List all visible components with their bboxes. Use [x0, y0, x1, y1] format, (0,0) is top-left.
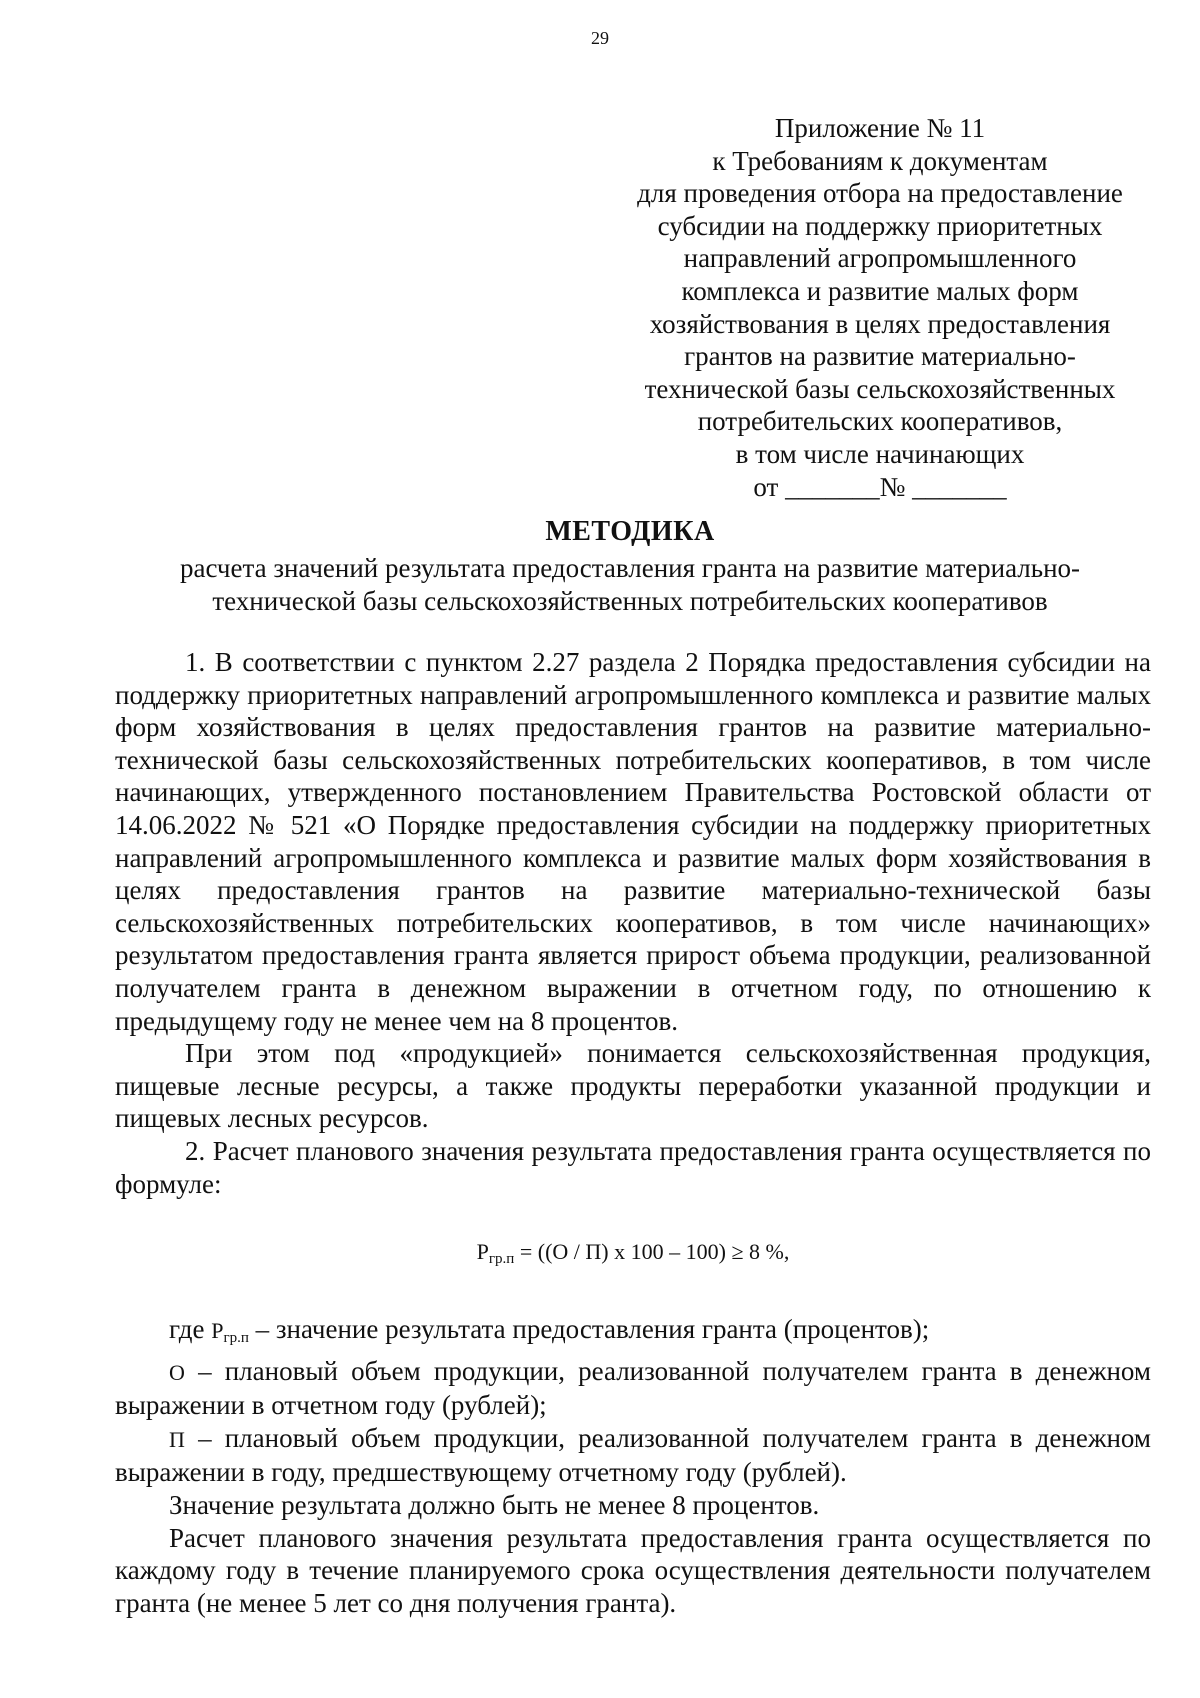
legend-p-text: – плановый объем продукции, реализованной получателем гранта в денежном выражении в году, предшествующему отчетному году (рублей).	[115, 1422, 1151, 1488]
paragraph-3: 2. Расчет планового значения результата предоставления гранта осуществляется по формуле:	[115, 1135, 1151, 1199]
legend-r	[115, 1313, 1151, 1355]
formula	[115, 1238, 1151, 1273]
legend-p	[115, 1422, 1151, 1489]
appendix-line: Приложение № 11	[774, 113, 986, 143]
appendix-line: субсидии на поддержку приоритетных	[657, 210, 1103, 241]
appendix-line: в том числе начинающих	[735, 438, 1025, 469]
subtitle-line: расчета значений результата предоставления гранта на развитие материально-	[179, 553, 1081, 583]
legend-where: где	[169, 1314, 212, 1345]
appendix-line: грантов на развитие материально-	[684, 341, 1076, 372]
appendix-header	[620, 112, 1140, 503]
document-body	[115, 646, 1151, 1619]
page-number: 29	[591, 28, 609, 48]
paragraph-5: Расчет планового значения результата предоставления гранта осуществляется по каждому году в течение планируемого срока осуществления деятельности получателем гранта (не менее 5 лет со дня получения гранта).	[115, 1522, 1151, 1618]
appendix-line: технической базы сельскохозяйственных	[644, 373, 1116, 404]
document-title: МЕТОДИКА	[545, 516, 715, 547]
appendix-line: потребительских кооперативов,	[697, 406, 1063, 437]
appendix-date-number-line: от _______№ _______	[753, 471, 1007, 502]
formula-legend	[115, 1313, 1151, 1619]
document-subtitle	[140, 552, 1120, 617]
legend-o-symbol: О	[169, 1359, 185, 1385]
subtitle-line: технической базы сельскохозяйственных потребительских кооперативов	[212, 585, 1048, 616]
appendix-line: комплекса и развитие малых форм	[681, 275, 1079, 306]
legend-o	[115, 1355, 1151, 1422]
formula-lhs-subscript: гр.п	[488, 1251, 515, 1268]
legend-r-text: – значение результата предоставления гранта (процентов);	[248, 1314, 930, 1345]
appendix-line: к Требованиям к документам	[712, 145, 1048, 176]
appendix-line: хозяйствования в целях предоставления	[649, 308, 1111, 339]
legend-r-subscript: гр.п	[223, 1330, 249, 1347]
legend-o-text: – плановый объем продукции, реализованной получателем гранта в денежном выражении в отчетном году (рублей);	[115, 1355, 1151, 1421]
appendix-line: направлений агропромышленного	[683, 243, 1077, 274]
paragraph-1: 1. В соответствии с пунктом 2.27 раздела 2 Порядка предоставления субсидии на поддержку приоритетных направлений агропромышленного комплекса и развитие малых форм хозяйствования в целях предоставления грантов на развитие материально-технической базы сельскохозяйственных потребительских кооперативов, в том числе начинающих, утвержденного постановлением Правительства Ростовской области от 14.06.2022 № 521 «О Порядке предоставления субсидии на поддержку приоритетных направлений агропромышленного комплекса и развитие малых форм хозяйствования в целях предоставления грантов на развитие материально-технической базы сельскохозяйственных потребительских кооперативов, в том числе начинающих» результатом предоставления гранта является прирост объема продукции, реализованной получателем гранта в денежном выражении в отчетном году, по отношению к предыдущему году не менее чем на 8 процентов.	[115, 647, 1151, 1036]
paragraph-4: Значение результата должно быть не менее 8 процентов.	[169, 1490, 820, 1521]
paragraph-2: При этом под «продукцией» понимается сельскохозяйственная продукция, пищевые лесные ресурсы, а также продукты переработки указанной продукции и пищевых лесных ресурсов.	[115, 1038, 1151, 1134]
appendix-line: для проведения отбора на предоставление	[637, 178, 1123, 209]
legend-p-symbol: П	[169, 1426, 185, 1452]
formula-rhs: = ((О / П) x 100 – 100) ≥ 8 %,	[514, 1239, 790, 1265]
legend-r-symbol: Р	[211, 1318, 224, 1344]
formula-lhs: Р	[476, 1239, 489, 1265]
